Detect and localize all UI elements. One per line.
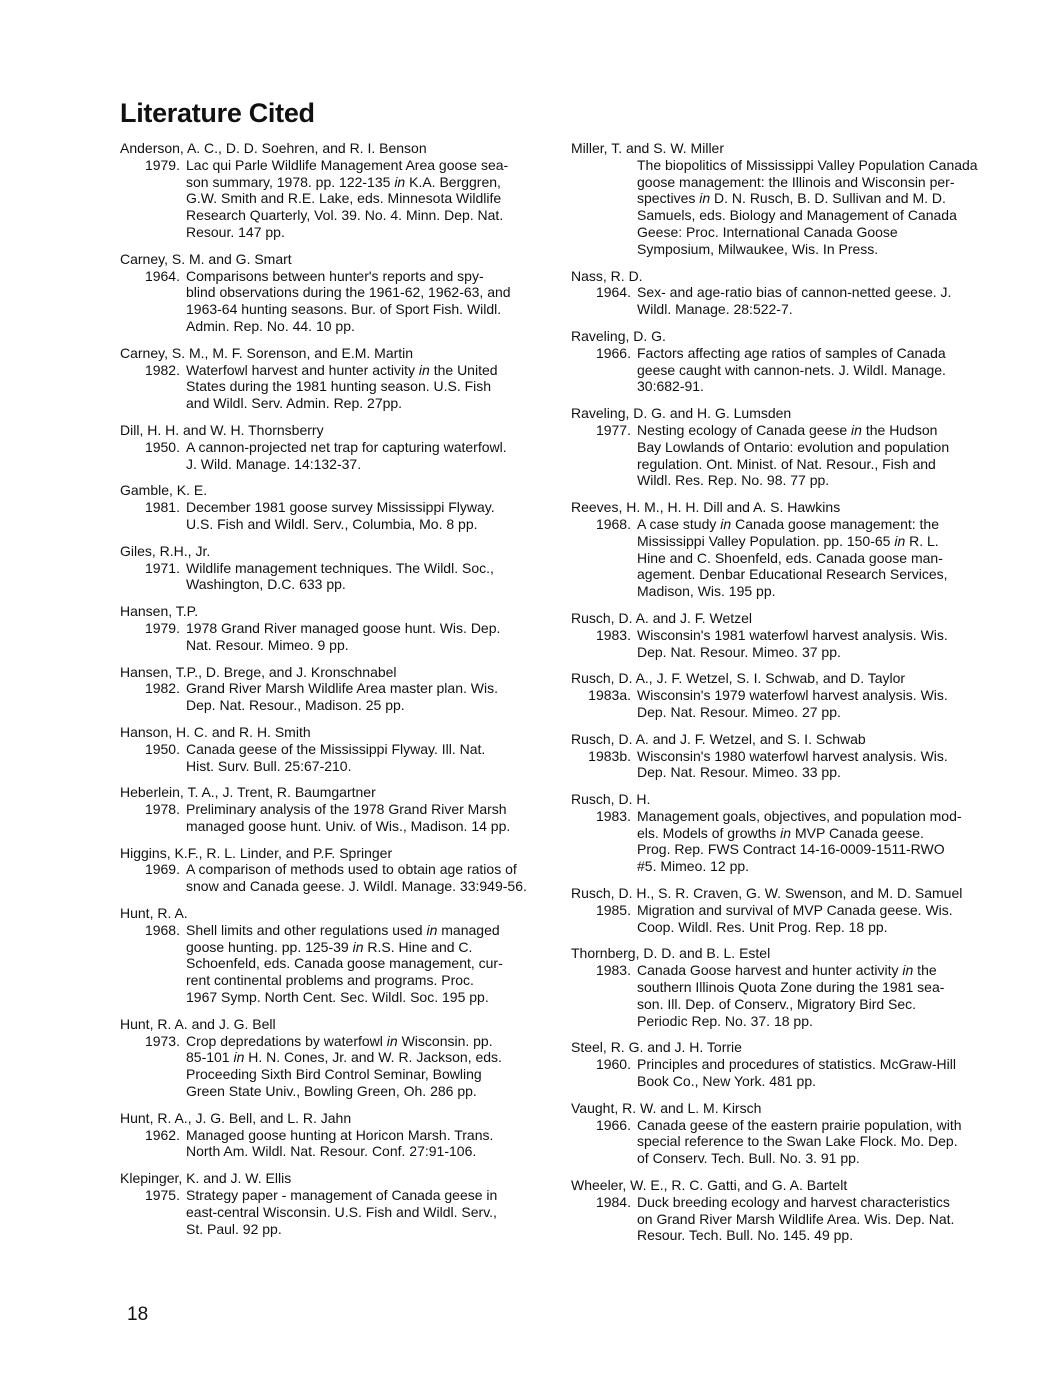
reference-line: St. Paul. 92 pp.: [186, 1220, 282, 1237]
reference-year: 1964.: [595, 284, 631, 301]
reference-entry: [120, 251, 550, 335]
reference-line: Resour. Tech. Bull. No. 145. 49 pp.: [637, 1227, 854, 1244]
reference-author: Gamble, K. E.: [120, 482, 208, 499]
reference-year: 1971.: [144, 559, 180, 576]
reference-citation: [571, 627, 1001, 661]
reference-author: Hunt, R. A., J. G. Bell, and L. R. Jahn: [120, 1109, 352, 1126]
reference-line: Sex- and age-ratio bias of cannon-netted geese. J.: [637, 284, 952, 301]
reference-citation: [571, 687, 1001, 721]
reference-line: A cannon-projected net trap for capturing waterfowl.: [186, 438, 507, 455]
page-title: Literature Cited: [120, 98, 315, 128]
reference-entry: [571, 499, 1001, 600]
reference-line: Lac qui Parle Wildlife Management Area goose sea-: [186, 156, 509, 173]
reference-line: Washington, D.C. 633 pp.: [186, 576, 346, 593]
reference-author: Miller, T. and S. W. Miller: [571, 140, 725, 156]
reference-text: [631, 1194, 954, 1244]
reference-entry: [571, 885, 1001, 935]
reference-line: Symposium, Milwaukee, Wis. In Press.: [637, 240, 879, 257]
reference-line: agement. Denbar Educational Research Services,: [637, 566, 948, 583]
reference-line: Wisconsin's 1980 waterfowl harvest analysis. Wis.: [637, 747, 948, 764]
reference-author: Higgins, K.F., R. L. Linder, and P.F. Springer: [120, 844, 393, 861]
reference-line: States during the 1981 hunting season. U.S. Fish: [186, 378, 492, 395]
reference-citation: [571, 157, 1001, 258]
reference-author: Rusch, D. H., S. R. Craven, G. W. Swenson, and M. D. Samuel: [571, 885, 963, 902]
reference-line: Dep. Nat. Resour. Mimeo. 33 pp.: [637, 764, 841, 781]
reference-text: [180, 680, 498, 714]
reference-entry: [571, 1039, 1001, 1089]
reference-citation: [571, 1056, 1001, 1090]
reference-line: A case study in Canada goose management: the: [637, 515, 939, 532]
reference-line: Shell limits and other regulations used in managed: [186, 921, 500, 938]
reference-line: geese caught with cannon-nets. J. Wildl. Manage.: [637, 361, 946, 378]
reference-line: rent continental problems and programs. Proc.: [186, 972, 474, 989]
reference-line: Factors affecting age ratios of samples of Canada: [637, 344, 946, 361]
reference-line: A comparison of methods used to obtain age ratios of: [186, 861, 517, 878]
reference-line: snow and Canada geese. J. Wildl. Manage. 33:949-56.: [186, 878, 527, 895]
reference-citation: [571, 902, 1001, 936]
reference-entry: [571, 140, 1001, 258]
reference-line: Hist. Surv. Bull. 25:67-210.: [186, 757, 352, 774]
reference-line: goose hunting. pp. 125-39 in R.S. Hine and C.: [186, 938, 473, 955]
reference-line: Canada Goose harvest and hunter activity in the: [637, 962, 937, 979]
reference-text: [180, 1127, 493, 1161]
reference-citation: [120, 801, 550, 835]
reference-author: Reeves, H. M., H. H. Dill and A. S. Hawkins: [571, 499, 841, 516]
reference-text: [631, 962, 944, 1029]
reference-line: managed goose hunt. Univ. of Wis., Madison. 14 pp.: [186, 817, 511, 834]
reference-citation: [571, 962, 1001, 1029]
reference-entry: [120, 784, 550, 834]
reference-text: [631, 627, 948, 661]
reference-citation: [571, 516, 1001, 600]
reference-citation: [571, 808, 1001, 875]
reference-entry: [120, 845, 550, 895]
reference-citation: [120, 741, 550, 775]
reference-text: [180, 741, 485, 775]
reference-author: Carney, S. M. and G. Smart: [120, 250, 292, 267]
reference-line: Coop. Wildl. Res. Unit Prog. Rep. 18 pp.: [637, 918, 888, 935]
reference-line: els. Models of growths in MVP Canada geese.: [637, 824, 924, 841]
reference-author: Thornberg, D. D. and B. L. Estel: [571, 945, 771, 962]
reference-entry: [120, 140, 550, 241]
reference-text: [631, 808, 962, 875]
reference-text: [631, 157, 978, 258]
reference-line: Green State Univ., Bowling Green, Oh. 286 pp.: [186, 1083, 477, 1100]
reference-citation: [120, 439, 550, 473]
reference-line: Principles and procedures of statistics. McGraw-Hill: [637, 1056, 956, 1073]
reference-author: Rusch, D. A. and J. F. Wetzel, and S. I. Schwab: [571, 730, 866, 747]
reference-entry: [571, 268, 1001, 318]
reference-year: 1982.: [144, 361, 180, 378]
reference-author: Hansen, T.P.: [120, 603, 199, 620]
reference-line: of Conserv. Tech. Bull. No. 3. 91 pp.: [637, 1150, 860, 1167]
reference-author: Hunt, R. A. and J. G. Bell: [120, 1015, 276, 1032]
reference-line: regulation. Ont. Minist. of Nat. Resour., Fish and: [637, 455, 936, 472]
reference-line: Wisconsin's 1981 waterfowl harvest analysis. Wis.: [637, 626, 948, 643]
reference-text: [180, 620, 500, 654]
reference-line: Crop depredations by waterfowl in Wisconsin. pp.: [186, 1032, 493, 1049]
references-left-column: [120, 140, 550, 1247]
reference-line: and Wildl. Serv. Admin. Rep. 27pp.: [186, 395, 403, 412]
reference-year: 1981.: [144, 499, 180, 516]
reference-citation: [120, 620, 550, 654]
reference-author: Hansen, T.P., D. Brege, and J. Kronschnabel: [120, 663, 397, 680]
reference-line: Canada geese of the eastern prairie population, with: [637, 1116, 962, 1133]
reference-citation: [120, 922, 550, 1006]
reference-line: southern Illinois Quota Zone during the 1981 sea-: [637, 979, 945, 996]
reference-entry: [571, 610, 1001, 660]
reference-citation: [120, 680, 550, 714]
reference-line: Nesting ecology of Canada geese in the Hudson: [637, 421, 938, 438]
reference-line: Hine and C. Shoenfeld, eds. Canada goose man-: [637, 549, 943, 566]
reference-author: Hunt, R. A.: [120, 905, 188, 922]
reference-line: Strategy paper - management of Canada geese in: [186, 1187, 498, 1204]
reference-year: 1978.: [144, 801, 180, 818]
reference-citation: [571, 422, 1001, 489]
reference-line: Comparisons between hunter's reports and spy-: [186, 267, 484, 284]
reference-citation: [571, 284, 1001, 318]
reference-year: 1966.: [595, 1116, 631, 1133]
reference-text: [180, 560, 494, 594]
reference-text: [631, 748, 948, 782]
reference-text: [631, 284, 951, 318]
reference-entry: [571, 670, 1001, 720]
reference-line: Managed goose hunting at Horicon Marsh. Trans.: [186, 1126, 494, 1143]
reference-line: 1978 Grand River managed goose hunt. Wis. Dep.: [186, 619, 501, 636]
reference-citation: [120, 1187, 550, 1237]
reference-year: 1966.: [595, 344, 631, 361]
reference-text: [180, 499, 495, 533]
reference-line: Admin. Rep. No. 44. 10 pp.: [186, 317, 355, 334]
reference-line: Mississippi Valley Population. pp. 150-65 in R. L.: [637, 532, 939, 549]
reference-entry: [120, 905, 550, 1006]
reference-text: [180, 157, 508, 241]
reference-text: [180, 1187, 497, 1237]
reference-author: Hanson, H. C. and R. H. Smith: [120, 723, 311, 740]
reference-author: Rusch, D. A., J. F. Wetzel, S. I. Schwab, and D. Taylor: [571, 670, 906, 687]
reference-author: Steel, R. G. and J. H. Torrie: [571, 1039, 742, 1056]
reference-citation: [120, 362, 550, 412]
reference-text: [180, 861, 527, 895]
reference-line: December 1981 goose survey Mississippi Flyway.: [186, 499, 495, 516]
reference-line: The biopolitics of Mississippi Valley Population Canada: [637, 156, 978, 173]
reference-citation: [120, 1127, 550, 1161]
reference-citation: [120, 560, 550, 594]
reference-line: Book Co., New York. 481 pp.: [637, 1073, 816, 1090]
reference-line: Proceeding Sixth Bird Control Seminar, Bowling: [186, 1066, 482, 1083]
reference-text: [631, 1117, 962, 1167]
reference-entry: [120, 1170, 550, 1237]
reference-entry: [571, 945, 1001, 1029]
reference-year: 1950.: [144, 740, 180, 757]
reference-author: Raveling, D. G. and H. G. Lumsden: [571, 405, 792, 422]
reference-entry: [571, 1177, 1001, 1244]
reference-citation: [120, 268, 550, 335]
reference-line: Prog. Rep. FWS Contract 14-16-0009-1511-RWO: [637, 841, 945, 858]
reference-year: 1960.: [595, 1056, 631, 1073]
reference-author: Klepinger, K. and J. W. Ellis: [120, 1170, 292, 1187]
reference-line: U.S. Fish and Wildl. Serv., Columbia, Mo. 8 pp.: [186, 515, 478, 532]
reference-line: Periodic Rep. No. 37. 18 pp.: [637, 1012, 813, 1029]
reference-line: 1967 Symp. North Cent. Sec. Wildl. Soc. 195 pp.: [186, 989, 489, 1006]
reference-year: 1964.: [144, 267, 180, 284]
reference-citation: [120, 499, 550, 533]
reference-line: on Grand River Marsh Wildlife Area. Wis. Dep. Nat.: [637, 1210, 955, 1227]
reference-author: Nass, R. D.: [571, 267, 643, 284]
reference-text: [180, 362, 498, 412]
reference-author: Rusch, D. A. and J. F. Wetzel: [571, 609, 753, 626]
reference-year: 1983.: [595, 807, 631, 824]
reference-entry: [120, 482, 550, 532]
reference-author: Vaught, R. W. and L. M. Kirsch: [571, 1099, 762, 1116]
reference-line: Research Quarterly, Vol. 39. No. 4. Minn. Dep. Nat.: [186, 207, 504, 224]
reference-year: 1962.: [144, 1126, 180, 1143]
reference-text: [631, 422, 949, 489]
reference-year: [571, 157, 631, 258]
reference-entry: [120, 543, 550, 593]
reference-year: 1979.: [144, 619, 180, 636]
reference-citation: [120, 861, 550, 895]
reference-year: 1968.: [144, 921, 180, 938]
reference-line: Wildl. Res. Rep. No. 98. 77 pp.: [637, 472, 830, 489]
reference-line: Preliminary analysis of the 1978 Grand River Marsh: [186, 801, 507, 818]
reference-author: Heberlein, T. A., J. Trent, R. Baumgartner: [120, 784, 376, 801]
reference-entry: [571, 328, 1001, 395]
reference-line: Wildl. Manage. 28:522-7.: [637, 301, 793, 318]
reference-year: 1975.: [144, 1187, 180, 1204]
reference-year: 1950.: [144, 438, 180, 455]
reference-author: Anderson, A. C., D. D. Soehren, and R. I. Benson: [120, 140, 427, 156]
reference-line: 30:682-91.: [637, 378, 704, 395]
reference-line: #5. Mimeo. 12 pp.: [637, 858, 750, 875]
reference-year: 1977.: [595, 421, 631, 438]
reference-line: Nat. Resour. Mimeo. 9 pp.: [186, 636, 349, 653]
reference-text: [631, 516, 948, 600]
reference-line: G.W. Smith and R.E. Lake, eds. Minnesota Wildlife: [186, 190, 502, 207]
reference-line: son. Ill. Dep. of Conserv., Migratory Bird Sec.: [637, 995, 917, 1012]
reference-line: North Am. Wildl. Nat. Resour. Conf. 27:91-106.: [186, 1143, 477, 1160]
reference-year: 1983a.: [588, 687, 631, 704]
reference-entry: [571, 405, 1001, 489]
reference-text: [180, 801, 510, 835]
reference-line: 1963-64 hunting seasons. Bur. of Sport Fish. Wildl.: [186, 301, 502, 318]
references-right-column: [571, 140, 1001, 1254]
reference-line: Resour. 147 pp.: [186, 223, 285, 240]
reference-text: [631, 345, 946, 395]
reference-line: Madison, Wis. 195 pp.: [637, 583, 776, 600]
reference-author: Wheeler, W. E., R. C. Gatti, and G. A. Bartelt: [571, 1177, 848, 1194]
reference-text: [631, 902, 953, 936]
reference-citation: [571, 1194, 1001, 1244]
reference-line: Dep. Nat. Resour., Madison. 25 pp.: [186, 697, 405, 714]
reference-line: goose management: the Illinois and Wisconsin per-: [637, 173, 955, 190]
reference-line: son summary, 1978. pp. 122-135 in K.A. Berggren,: [186, 173, 501, 190]
reference-line: Wisconsin's 1979 waterfowl harvest analysis. Wis.: [637, 687, 948, 704]
reference-year: 1984.: [595, 1193, 631, 1210]
reference-text: [180, 439, 507, 473]
reference-line: Migration and survival of MVP Canada geese. Wis.: [637, 901, 953, 918]
reference-line: Geese: Proc. International Canada Goose: [637, 223, 898, 240]
reference-line: J. Wild. Manage. 14:132-37.: [186, 455, 362, 472]
reference-text: [180, 922, 503, 1006]
reference-text: [180, 268, 511, 335]
reference-author: Rusch, D. H.: [571, 791, 651, 808]
reference-text: [631, 687, 948, 721]
reference-author: Dill, H. H. and W. H. Thornsberry: [120, 421, 324, 438]
reference-year: 1979.: [144, 156, 180, 173]
reference-entry: [120, 422, 550, 472]
reference-year: 1983b.: [588, 747, 631, 764]
reference-citation: [120, 157, 550, 241]
reference-line: Management goals, objectives, and population mod-: [637, 807, 962, 824]
reference-year: 1969.: [144, 861, 180, 878]
reference-entry: [120, 1110, 550, 1160]
reference-line: 85-101 in H. N. Cones, Jr. and W. R. Jackson, eds.: [186, 1049, 502, 1066]
reference-line: east-central Wisconsin. U.S. Fish and Wildl. Serv.,: [186, 1203, 497, 1220]
reference-line: Schoenfeld, eds. Canada goose management, cur-: [186, 955, 503, 972]
reference-citation: [120, 1033, 550, 1100]
reference-citation: [571, 1117, 1001, 1167]
reference-year: 1968.: [595, 515, 631, 532]
reference-entry: [571, 791, 1001, 875]
reference-entry: [120, 345, 550, 412]
reference-line: Grand River Marsh Wildlife Area master plan. Wis.: [186, 680, 498, 697]
reference-author: Raveling, D. G.: [571, 327, 666, 344]
reference-year: 1983.: [595, 626, 631, 643]
reference-entry: [120, 664, 550, 714]
reference-line: Bay Lowlands of Ontario: evolution and population: [637, 438, 950, 455]
page-number: 18: [127, 1304, 149, 1325]
reference-line: Wildlife management techniques. The Wildl. Soc.,: [186, 559, 494, 576]
reference-entry: [120, 724, 550, 774]
reference-year: 1973.: [144, 1032, 180, 1049]
reference-author: Carney, S. M., M. F. Sorenson, and E.M. Martin: [120, 344, 414, 361]
reference-line: special reference to the Swan Lake Flock. Mo. Dep.: [637, 1133, 958, 1150]
reference-entry: [120, 603, 550, 653]
reference-line: Dep. Nat. Resour. Mimeo. 27 pp.: [637, 703, 841, 720]
reference-line: spectives in D. N. Rusch, B. D. Sullivan and M. D.: [637, 190, 946, 207]
reference-citation: [571, 345, 1001, 395]
reference-line: Dep. Nat. Resour. Mimeo. 37 pp.: [637, 643, 841, 660]
reference-entry: [571, 731, 1001, 781]
reference-line: Canada geese of the Mississippi Flyway. Ill. Nat.: [186, 740, 486, 757]
reference-entry: [120, 1016, 550, 1100]
reference-year: 1985.: [595, 901, 631, 918]
reference-line: Samuels, eds. Biology and Management of Canada: [637, 207, 957, 224]
reference-text: [631, 1056, 956, 1090]
reference-year: 1983.: [595, 962, 631, 979]
reference-text: [180, 1033, 502, 1100]
reference-line: blind observations during the 1961-62, 1962-63, and: [186, 284, 511, 301]
reference-citation: [571, 748, 1001, 782]
reference-entry: [571, 1100, 1001, 1167]
reference-author: Giles, R.H., Jr.: [120, 542, 211, 559]
reference-line: Duck breeding ecology and harvest characteristics: [637, 1193, 950, 1210]
reference-year: 1982.: [144, 680, 180, 697]
reference-line: Waterfowl harvest and hunter activity in the United: [186, 361, 498, 378]
